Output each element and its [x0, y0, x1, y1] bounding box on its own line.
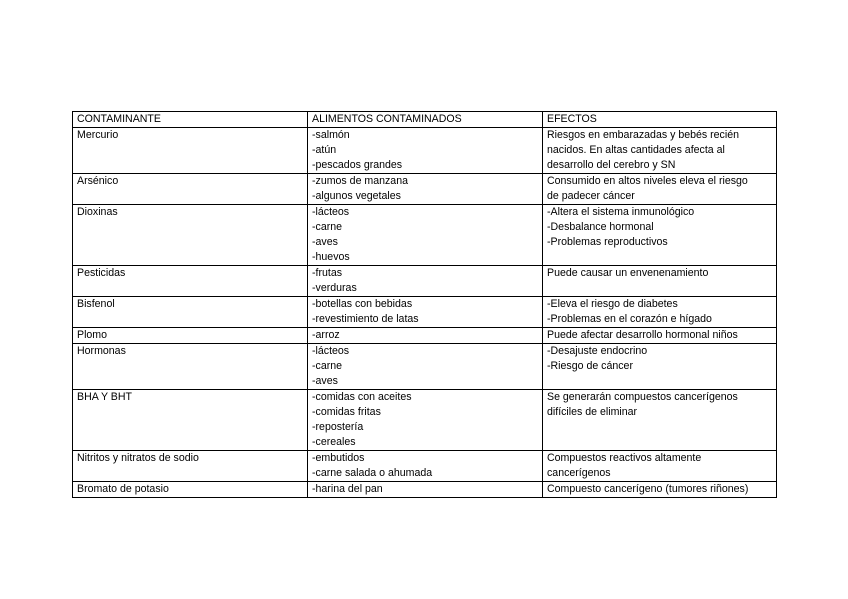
alimento-item: -lácteos: [312, 206, 350, 218]
efecto-line: -Desajuste endocrino: [547, 345, 648, 357]
table-row: [73, 344, 777, 390]
alimento-item: -atún: [312, 144, 337, 156]
efecto-line: -Riesgo de cáncer: [547, 360, 633, 372]
cell-contaminante: Nitritos y nitratos de sodio: [73, 451, 308, 482]
alimento-item: -huevos: [312, 251, 350, 263]
cell-contaminante: Hormonas: [73, 344, 308, 390]
alimento-item: -salmón: [312, 129, 350, 141]
alimento-item: -comidas con aceites: [312, 391, 412, 403]
efecto-line: Puede causar un envenenamiento: [547, 267, 709, 279]
cell-contaminante: Pesticidas: [73, 266, 308, 297]
efecto-line: -Eleva el riesgo de diabetes: [547, 298, 678, 310]
alimento-item: -botellas con bebidas: [312, 298, 413, 310]
cell-alimentos: [308, 451, 543, 482]
table-row: [73, 482, 777, 498]
efecto-line: nacidos. En altas cantidades afecta al: [547, 144, 725, 156]
efecto-line: Se generarán compuestos cancerígenos: [547, 391, 738, 403]
alimento-item: -comidas fritas: [312, 406, 381, 418]
alimento-item: -carne salada o ahumada: [312, 467, 433, 479]
alimento-item: -algunos vegetales: [312, 190, 401, 202]
cell-contaminante: Dioxinas: [73, 205, 308, 266]
efecto-line: Consumido en altos niveles eleva el riesgo: [547, 175, 748, 187]
cell-efectos: [543, 174, 777, 205]
cell-efectos: [543, 205, 777, 266]
alimento-item: -harina del pan: [312, 483, 383, 495]
efecto-line: -Problemas reproductivos: [547, 236, 668, 248]
cell-alimentos: [308, 266, 543, 297]
header-contaminante: CONTAMINANTE: [73, 112, 308, 128]
table-header: [73, 112, 777, 128]
alimento-item: -repostería: [312, 421, 364, 433]
cell-efectos: [543, 297, 777, 328]
alimento-item: -frutas: [312, 267, 343, 279]
alimento-item: -cereales: [312, 436, 356, 448]
cell-alimentos: [308, 328, 543, 344]
cell-contaminante: Bromato de potasio: [73, 482, 308, 498]
cell-alimentos: [308, 482, 543, 498]
table-body: [73, 128, 777, 498]
header-row: [73, 112, 777, 128]
cell-contaminante: Arsénico: [73, 174, 308, 205]
alimento-item: -zumos de manzana: [312, 175, 408, 187]
table-row: [73, 390, 777, 451]
alimento-item: -verduras: [312, 282, 357, 294]
table-row: [73, 266, 777, 297]
alimento-item: -carne: [312, 221, 343, 233]
header-efectos: EFECTOS: [543, 112, 777, 128]
table-row: [73, 174, 777, 205]
table-row: [73, 328, 777, 344]
alimento-item: -lácteos: [312, 345, 350, 357]
alimento-item: -pescados grandes: [312, 159, 403, 171]
table-row: [73, 205, 777, 266]
cell-contaminante: Plomo: [73, 328, 308, 344]
cell-alimentos: [308, 390, 543, 451]
alimento-item: -aves: [312, 375, 338, 387]
efecto-line: -Altera el sistema inmunológico: [547, 206, 695, 218]
alimento-item: -embutidos: [312, 452, 365, 464]
efecto-line: desarrollo del cerebro y SN: [547, 159, 676, 171]
cell-efectos: [543, 328, 777, 344]
cell-contaminante: Bisfenol: [73, 297, 308, 328]
cell-efectos: [543, 451, 777, 482]
cell-efectos: [543, 266, 777, 297]
cell-efectos: [543, 482, 777, 498]
cell-alimentos: [308, 205, 543, 266]
efecto-line: Compuesto cancerígeno (tumores riñones): [547, 483, 749, 495]
efecto-line: -Problemas en el corazón e hígado: [547, 313, 712, 325]
cell-efectos: [543, 128, 777, 174]
alimento-item: -carne: [312, 360, 343, 372]
cell-alimentos: [308, 128, 543, 174]
efecto-line: Compuestos reactivos altamente: [547, 452, 702, 464]
cell-alimentos: [308, 297, 543, 328]
alimento-item: -arroz: [312, 329, 340, 341]
table-row: [73, 297, 777, 328]
header-alimentos: ALIMENTOS CONTAMINADOS: [308, 112, 543, 128]
cell-alimentos: [308, 174, 543, 205]
efecto-line: cancerígenos: [547, 467, 611, 479]
alimento-item: -aves: [312, 236, 338, 248]
efecto-line: Puede afectar desarrollo hormonal niños: [547, 329, 738, 341]
efecto-line: de padecer cáncer: [547, 190, 635, 202]
alimento-item: -revestimiento de latas: [312, 313, 419, 325]
cell-efectos: [543, 344, 777, 390]
contaminants-table: [72, 111, 777, 498]
efecto-line: Riesgos en embarazadas y bebés recién: [547, 129, 739, 141]
efecto-line: difíciles de eliminar: [547, 406, 638, 418]
cell-efectos: [543, 390, 777, 451]
cell-contaminante: BHA Y BHT: [73, 390, 308, 451]
table-row: [73, 451, 777, 482]
cell-alimentos: [308, 344, 543, 390]
table-row: [73, 128, 777, 174]
efecto-line: -Desbalance hormonal: [547, 221, 654, 233]
cell-contaminante: Mercurio: [73, 128, 308, 174]
